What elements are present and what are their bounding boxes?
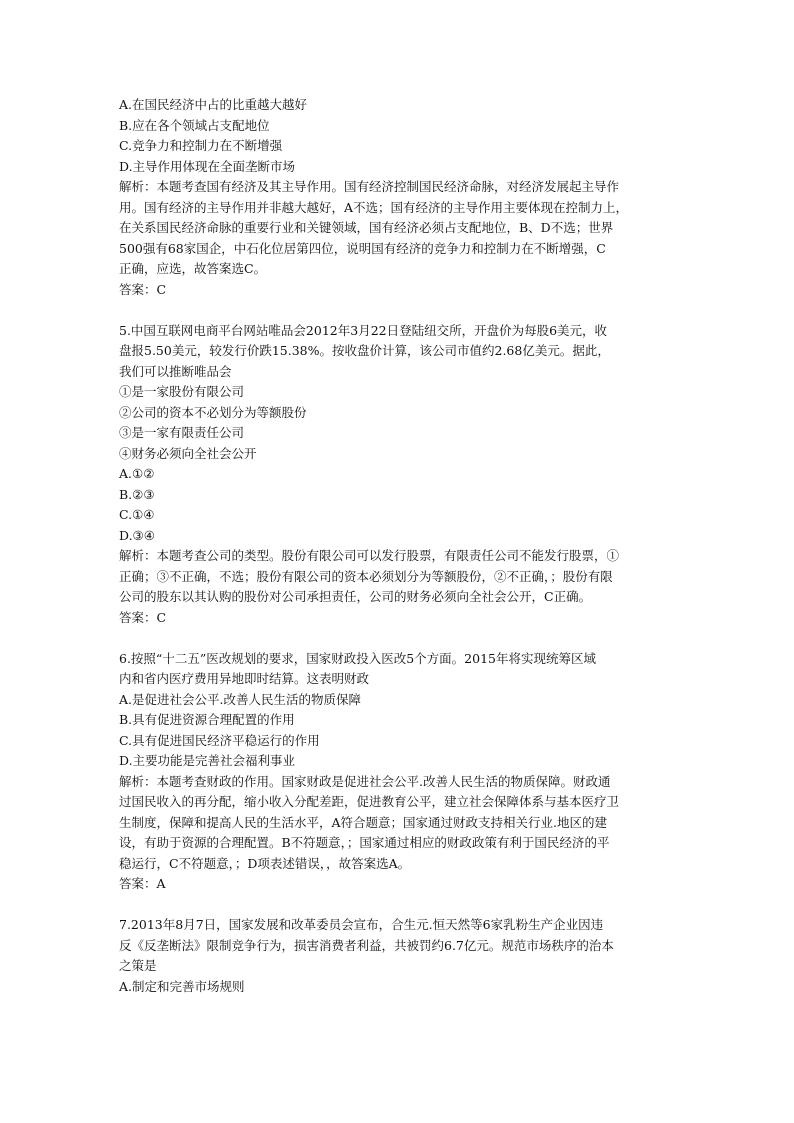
document-content bbox=[119, 95, 679, 997]
question-5 bbox=[119, 321, 679, 629]
answer: 答案：C bbox=[119, 281, 167, 297]
option-a: A.在国民经济中占的比重越大越好 bbox=[119, 97, 308, 112]
analysis-line: 用。国有经济的主导作用并非越大越好，A不选；国有经济的主导作用主要体现在控制力上， bbox=[119, 199, 629, 215]
analysis-line: 设，有助于资源的合理配置。B不符题意，；国家通过相应的财政政策有利于国民经济的平 bbox=[119, 835, 610, 850]
option-c: C.①④ bbox=[119, 507, 155, 522]
analysis-line: 500强有68家国企，中石化位居第四位，说明国有经济的竞争力和控制力在不断增强，C bbox=[119, 240, 606, 256]
option-a: A.是促进社会公平.改善人民生活的物质保障 bbox=[119, 691, 361, 707]
spacer bbox=[119, 300, 679, 321]
option-d: D.③④ bbox=[119, 527, 155, 543]
option-c: C.具有促进国民经济平稳运行的作用 bbox=[119, 732, 320, 748]
option-a: A.①② bbox=[119, 466, 155, 481]
option-a: A.制定和完善市场规则 bbox=[119, 978, 245, 994]
analysis-line: 正确，应选，故答案选C。 bbox=[119, 261, 267, 276]
spacer bbox=[119, 895, 679, 916]
question-stem-line: 盘报5.50美元，较发行价跌15.38%。按收盘价计算，该公司市值约2.68亿美元。据此， bbox=[119, 343, 610, 358]
statement-4: ④财务必须向全社会公开 bbox=[119, 445, 257, 461]
analysis-line: 正确；③不正确，不选；股份有限公司的资本必须划分为等额股份，②不正确，；股份有限 bbox=[119, 568, 613, 584]
question-stem-line: 5.中国互联网电商平台网站唯品会2012年3月22日登陆纽交所，开盘价为每股6美元，收 bbox=[119, 322, 608, 338]
option-d: D.主要功能是完善社会福利事业 bbox=[119, 753, 296, 768]
question-stem-line: 反《反垄断法》限制竞争行为，损害消费者利益，共被罚约6.7亿元。规范市场秩序的治本 bbox=[119, 937, 614, 953]
analysis-line: 解析：本题考查财政的作用。国家财政是促进社会公平.改善人民生活的物质保障。财政通 bbox=[119, 773, 611, 789]
question-6 bbox=[119, 649, 679, 895]
question-stem-line: 6.按照“十二五”医改规划的要求，国家财政投入医改5个方面。2015年将实现统筹区域 bbox=[119, 650, 596, 666]
option-b: B.具有促进资源合理配置的作用 bbox=[119, 712, 295, 727]
question-stem-line: 我们可以推断唯品会 bbox=[119, 363, 232, 379]
statement-3: ③是一家有限责任公司 bbox=[119, 425, 245, 440]
question-stem-line: 内和省内医疗费用异地即时结算。这表明财政 bbox=[119, 671, 370, 686]
question-4-continued bbox=[119, 95, 679, 300]
question-7 bbox=[119, 915, 679, 997]
answer: 答案：A bbox=[119, 876, 166, 891]
option-b: B.应在各个领域占支配地位 bbox=[119, 117, 270, 133]
analysis-line: 解析：本题考查国有经济及其主导作用。国有经济控制国民经济命脉，对经济发展起主导作 bbox=[119, 179, 620, 194]
statement-2: ②公司的资本不必划分为等额股份 bbox=[119, 404, 307, 420]
option-c: C.竞争力和控制力在不断增强 bbox=[119, 138, 283, 153]
answer: 答案：C bbox=[119, 609, 167, 625]
spacer bbox=[119, 628, 679, 649]
analysis-line: 公司的股东以其认购的股份对公司承担责任，公司的财务必须向全社会公开，C正确。 bbox=[119, 589, 592, 604]
question-stem-line: 7.2013年8月7日，国家发展和改革委员会宣布，合生元.恒天然等6家乳粉生产企业因违 bbox=[119, 917, 604, 932]
option-b: B.②③ bbox=[119, 486, 155, 502]
analysis-line: 过国民收入的再分配，缩小收入分配差距，促进教育公平，建立社会保障体系与基本医疗卫 bbox=[119, 794, 620, 809]
analysis-line: 生制度，保障和提高人民的生活水平，A符合题意；国家通过财政支持相关行业.地区的建 bbox=[119, 814, 608, 830]
question-stem-line: 之策是 bbox=[119, 958, 157, 973]
statement-1: ①是一家股份有限公司 bbox=[119, 384, 245, 399]
analysis-line: 稳运行，C不符题意，；D项表述错误，，故答案选A。 bbox=[119, 855, 411, 871]
option-d: D.主导作用体现在全面垄断市场 bbox=[119, 158, 296, 174]
analysis-line: 解析：本题考查公司的类型。股份有限公司可以发行股票，有限责任公司不能发行股票，① bbox=[119, 548, 620, 563]
analysis-line: 在关系国民经济命脉的重要行业和关键领域，国有经济必须占支配地位，B、D不选；世界 bbox=[119, 220, 614, 235]
